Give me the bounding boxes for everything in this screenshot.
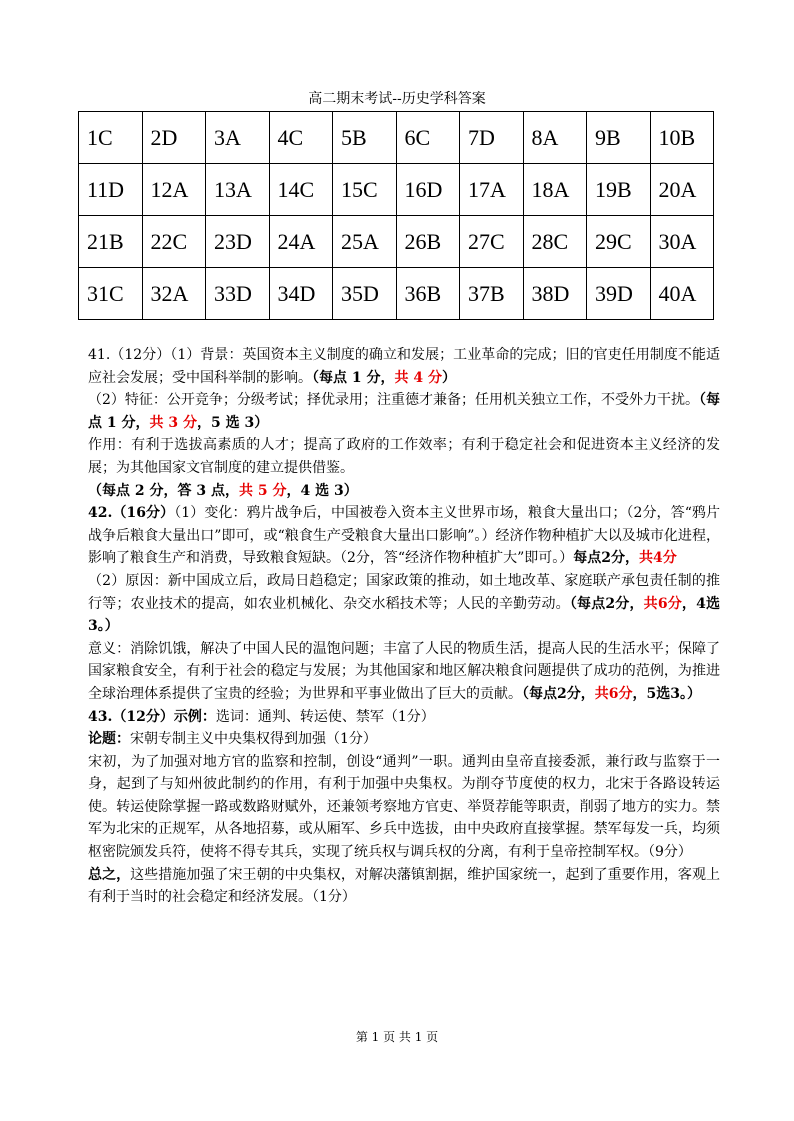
answer-cell: 28C bbox=[523, 216, 587, 268]
answer-cell: 35D bbox=[333, 268, 397, 320]
answer-cell: 11D bbox=[79, 164, 143, 216]
answer-cell: 18A bbox=[523, 164, 587, 216]
answer-cell: 17A bbox=[460, 164, 524, 216]
answer-cell: 34D bbox=[269, 268, 333, 320]
answer-cell: 20A bbox=[650, 164, 714, 216]
answer-cell: 6C bbox=[396, 112, 460, 164]
answer-cell: 32A bbox=[142, 268, 206, 320]
answer-cell: 2D bbox=[142, 112, 206, 164]
q41-effect: 作用：有利于选拔高素质的人才；提高了政府的工作效率；有利于稳定社会和促进资本主义经济的发展；为其他国家文官制度的建立提供借鉴。 bbox=[88, 437, 720, 476]
answer-cell: 3A bbox=[206, 112, 270, 164]
page-title: 高二期末考试--历史学科答案 bbox=[308, 91, 486, 107]
q43-words: 43.（12分）示例：选词：通判、转运使、禁军（1分） bbox=[88, 708, 435, 725]
answer-cell: 15C bbox=[333, 164, 397, 216]
answer-cell: 30A bbox=[650, 216, 714, 268]
answer-cell: 29C bbox=[587, 216, 651, 268]
q41-part2: （2）特征：公开竞争；分级考试；择优录用；注重德才兼备；任用机关独立工作，不受外力干扰。（每点 1 分，共 3 分，5 选 3） bbox=[88, 392, 721, 431]
answer-cell: 38D bbox=[523, 268, 587, 320]
answer-cell: 40A bbox=[650, 268, 714, 320]
q43-conclusion: 总之，这些措施加强了宋王朝的中央集权，对解决藩镇割据，维护国家统一，起到了重要作用，客观上有利于当时的社会稳定和经济发展。（1分） bbox=[88, 866, 721, 906]
answer-cell: 5B bbox=[333, 112, 397, 164]
answer-cell: 22C bbox=[142, 216, 206, 268]
q43-argument: 宋初，为了加强对地方官的监察和控制，创设“通判”一职。通判由皇帝直接委派，兼行政与监察于一身，起到了与知州彼此制约的作用，有利于加强中央集权。为削夺节度使的权力，北宋于各路设转运使。转运使除掌握一路或数路财赋外，还兼领考察地方官吏、举贤荐能等职责，削弱了地方的实力。禁军为北宋的正规军，从各地招募，或从厢军、乡兵中选拔，由中央政府直接掌握。禁军每发一兵，均须枢密院颁发兵符，使将不得专其兵，实现了统兵权与调兵权的分离，有利于皇帝控制军权。（9分） bbox=[88, 753, 720, 861]
q42-significance: 意义：消除饥饿，解决了中国人民的温饱问题；丰富了人民的物质生活，提高人民的生活水平；保障了国家粮食安全，有利于社会的稳定与发展；为其他国家和地区解决粮食问题提供了成功的范例，为推进全球治理体系提供了宝贵的经验；为世界和平事业做出了巨大的贡献。（每点2分，共6分，5选3。） bbox=[88, 640, 720, 702]
answer-cell: 16D bbox=[396, 164, 460, 216]
answer-cell: 23D bbox=[206, 216, 270, 268]
q42-part2: （2）原因：新中国成立后，政局日趋稳定；国家政策的推动，如土地改革、家庭联产承包责任制的推行等；农业技术的提高，如农业机械化、杂交水稻技术等；人民的辛勤劳动。（每点2分，共6分，4选3。） bbox=[88, 572, 720, 635]
q42-part1: 42.（16分）（1）变化：鸦片战争后，中国被卷入资本主义世界市场，粮食大量出口；（2分，答“鸦片战争后粮食大量出口”即可，或“粮食生产受粮食大量出口影响”。）经济作物种植扩大以及城市化进程，影响了粮食生产和消费，导致粮食短缺。（2分，答“经济作物种植扩大”即可。）每点2分，共4分 bbox=[88, 505, 720, 567]
q43-thesis: 论题：宋朝专制主义中央集权得到加强（1分） bbox=[88, 731, 377, 748]
answer-row bbox=[79, 164, 714, 216]
answer-cell: 4C bbox=[269, 112, 333, 164]
answer-cell: 24A bbox=[269, 216, 333, 268]
answer-body bbox=[88, 344, 720, 909]
answer-cell: 7D bbox=[460, 112, 524, 164]
answer-cell: 8A bbox=[523, 112, 587, 164]
answer-cell: 14C bbox=[269, 164, 333, 216]
answer-cell: 12A bbox=[142, 164, 206, 216]
q41-part1: 41.（12分）（1）背景：英国资本主义制度的确立和发展；工业革命的完成；旧的官吏任用制度不能适应社会发展；受中国科举制的影响。（每点 1 分，共 4 分） bbox=[88, 347, 720, 386]
answer-cell: 19B bbox=[587, 164, 651, 216]
answer-cell: 10B bbox=[650, 112, 714, 164]
answer-cell: 36B bbox=[396, 268, 460, 320]
answer-row bbox=[79, 268, 714, 320]
q41-effect-score: （每点 2 分，答 3 点，共 5 分，4 选 3） bbox=[88, 482, 358, 499]
answer-cell: 25A bbox=[333, 216, 397, 268]
answer-cell: 26B bbox=[396, 216, 460, 268]
answer-row bbox=[79, 112, 714, 164]
page-footer: 第 1 页 共 1 页 bbox=[355, 1030, 439, 1044]
answer-row bbox=[79, 216, 714, 268]
answer-cell: 1C bbox=[79, 112, 143, 164]
answer-cell: 21B bbox=[79, 216, 143, 268]
answer-cell: 27C bbox=[460, 216, 524, 268]
answer-cell: 31C bbox=[79, 268, 143, 320]
answer-cell: 9B bbox=[587, 112, 651, 164]
answer-cell: 39D bbox=[587, 268, 651, 320]
answer-cell: 33D bbox=[206, 268, 270, 320]
answer-table bbox=[78, 111, 714, 320]
answer-cell: 13A bbox=[206, 164, 270, 216]
answer-cell: 37B bbox=[460, 268, 524, 320]
